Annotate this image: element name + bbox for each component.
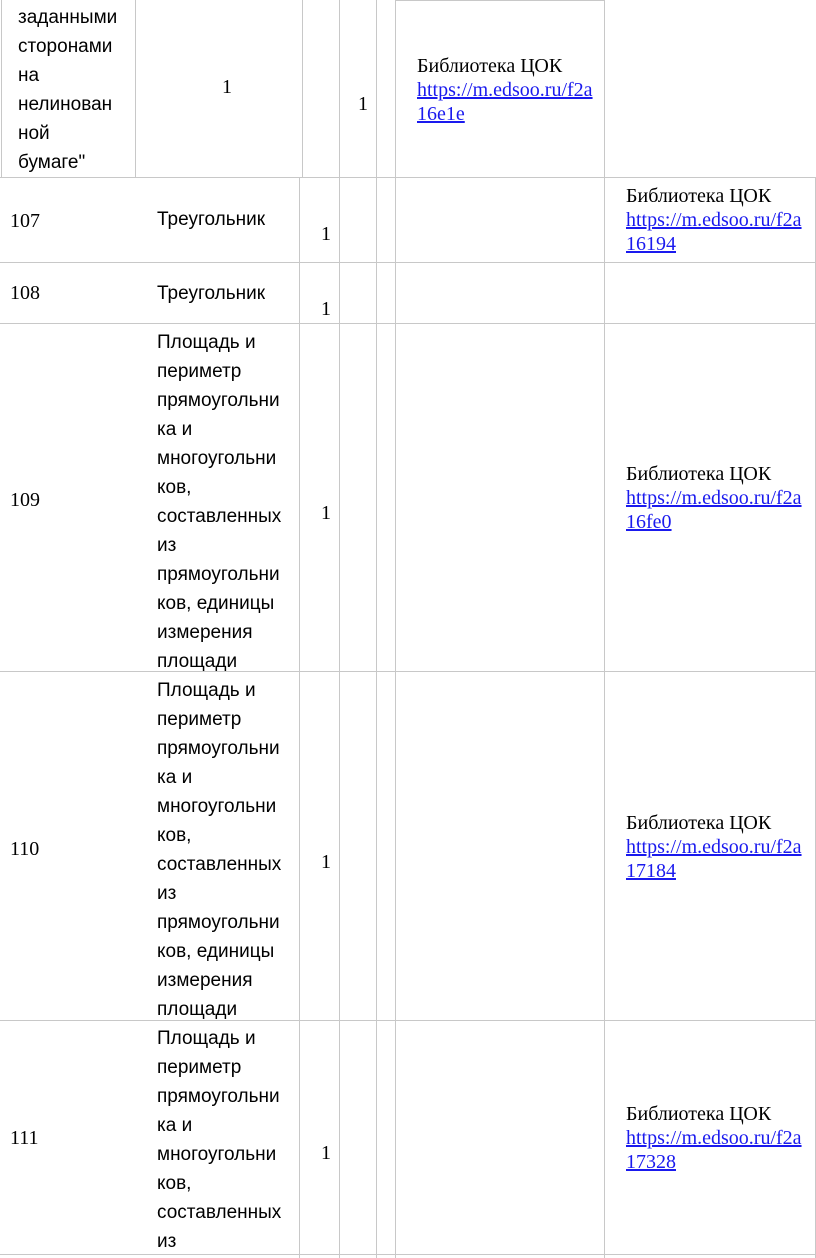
resource-cell — [626, 1102, 802, 1174]
topic-line: ков, единицы — [157, 593, 275, 614]
topic-line: составленных — [157, 854, 282, 875]
row-number: 111 — [10, 1127, 39, 1149]
resource-link[interactable]: https://m.edsoo.ru/f2a 16194 — [626, 209, 802, 255]
resource-label: Библиотека ЦОК — [626, 463, 772, 485]
topic-line: из — [157, 1231, 177, 1252]
topic-line: бумаге" — [18, 152, 86, 173]
row-number: 107 — [10, 210, 40, 232]
row-number: 109 — [10, 489, 40, 511]
hours-cell: 1 — [321, 851, 331, 873]
resource-label: Библиотека ЦОК — [417, 55, 563, 77]
topic-cell — [157, 1024, 281, 1256]
topic-line: составленных — [157, 1202, 282, 1223]
topic-line: прямоугольни — [157, 564, 280, 585]
topic-line: многоугольни — [157, 448, 277, 469]
resource-link[interactable]: https://m.edsoo.ru/f2a 17328 — [626, 1127, 802, 1173]
topic-line: Треугольник — [157, 283, 266, 304]
topic-line: периметр — [157, 1057, 242, 1078]
grid-line — [0, 323, 816, 324]
topic-cell — [157, 205, 265, 234]
topic-line: площади — [157, 651, 238, 672]
grid-line — [0, 177, 816, 178]
hours-cell: 1 — [321, 223, 331, 245]
topic-line: ка и — [157, 419, 193, 440]
hours-cell: 1 — [321, 1142, 331, 1164]
topic-line: ков, единицы — [157, 941, 275, 962]
practice-cell: 1 — [358, 93, 368, 115]
grid-line — [1, 0, 2, 177]
resource-cell — [417, 54, 593, 126]
resource-label: Библиотека ЦОК — [626, 812, 772, 834]
topic-line: прямоугольни — [157, 1086, 280, 1107]
topic-line: прямоугольни — [157, 390, 280, 411]
topic-line: ков, — [157, 1173, 192, 1194]
topic-line: нелинован — [18, 94, 113, 115]
resource-cell — [626, 811, 802, 883]
topic-line: измерения — [157, 622, 253, 643]
resource-label: Библиотека ЦОК — [626, 185, 772, 207]
grid-line — [0, 1020, 816, 1021]
topic-line: прямоугольни — [157, 912, 280, 933]
resource-cell — [626, 462, 802, 534]
topic-line: периметр — [157, 709, 242, 730]
grid-line — [0, 671, 816, 672]
grid-line — [339, 177, 340, 1258]
hours-cell: 1 — [222, 76, 232, 98]
topic-line: Площадь и — [157, 680, 256, 701]
resource-label: Библиотека ЦОК — [626, 1103, 772, 1125]
topic-cell — [157, 279, 265, 308]
topic-line: многоугольни — [157, 1144, 277, 1165]
topic-line: ков, — [157, 477, 192, 498]
topic-line: Площадь и — [157, 1028, 256, 1049]
topic-line: на — [18, 65, 40, 86]
topic-line: многоугольни — [157, 796, 277, 817]
resource-link[interactable]: https://m.edsoo.ru/f2a 16e1e — [417, 79, 593, 125]
grid-line — [0, 1254, 816, 1255]
resource-link[interactable]: https://m.edsoo.ru/f2a 17184 — [626, 836, 802, 882]
topic-line: составленных — [157, 506, 282, 527]
topic-cell — [157, 328, 281, 676]
resource-link[interactable]: https://m.edsoo.ru/f2a 16fe0 — [626, 487, 802, 533]
row-number: 108 — [10, 282, 40, 304]
topic-line: сторонами — [18, 36, 113, 57]
resource-cell — [626, 184, 802, 256]
topic-line: ков, — [157, 825, 192, 846]
topic-line: из — [157, 883, 177, 904]
topic-line: заданными — [18, 7, 118, 28]
grid-line — [395, 0, 604, 1]
grid-line — [339, 0, 340, 177]
grid-line — [395, 0, 396, 1258]
topic-line: Треугольник — [157, 209, 266, 230]
grid-line — [0, 262, 816, 263]
grid-line — [376, 0, 377, 1258]
hours-cell: 1 — [321, 502, 331, 524]
grid-line — [299, 177, 300, 1258]
topic-line: ной — [18, 123, 50, 144]
grid-line — [302, 0, 303, 177]
topic-line: площади — [157, 999, 238, 1020]
topic-line: измерения — [157, 970, 253, 991]
topic-cell — [157, 676, 281, 1024]
topic-line: Площадь и — [157, 332, 256, 353]
grid-line — [135, 0, 136, 177]
row-number: 110 — [10, 838, 40, 860]
topic-line: прямоугольни — [157, 738, 280, 759]
topic-cell — [18, 3, 117, 177]
hours-cell: 1 — [321, 298, 331, 320]
topic-line: ка и — [157, 1115, 193, 1136]
topic-line: периметр — [157, 361, 242, 382]
topic-line: из — [157, 535, 177, 556]
topic-line: ка и — [157, 767, 193, 788]
grid-line — [604, 0, 605, 1258]
